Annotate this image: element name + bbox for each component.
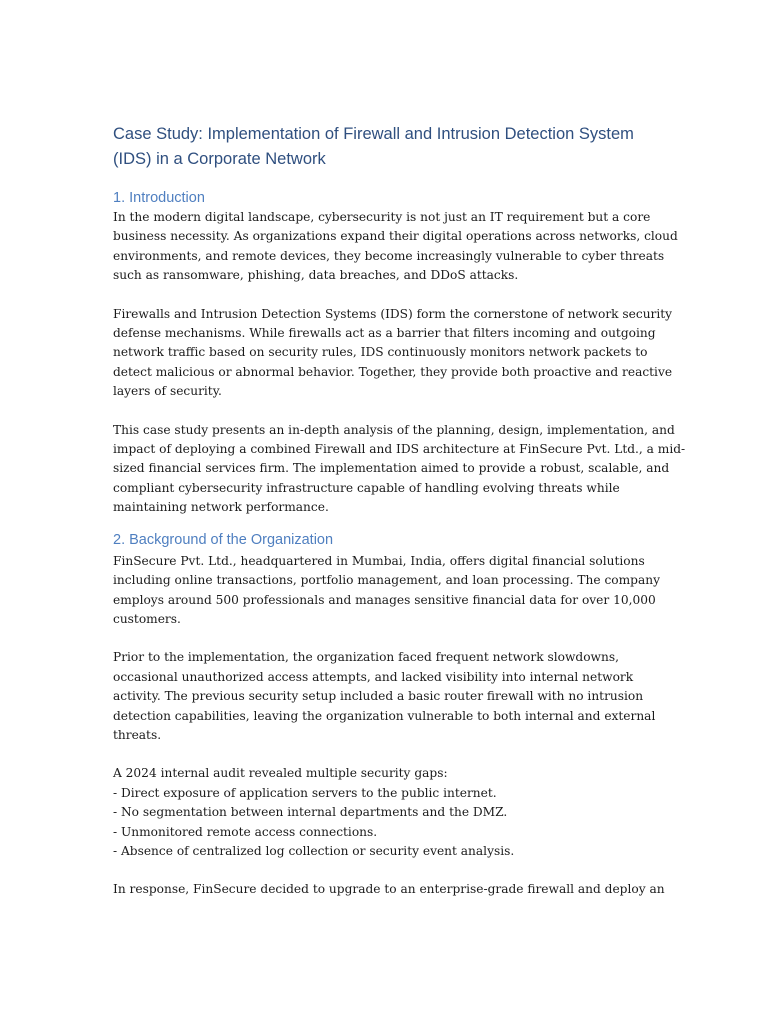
text-line: In response, FinSecure decided to upgrade to an enterprise-grade firewall and deploy an xyxy=(113,882,665,897)
text-line: activity. The previous security setup included a basic router firewall with no intrusion xyxy=(113,689,644,704)
paragraph xyxy=(113,305,673,402)
paragraph xyxy=(113,421,686,518)
audit-findings-list xyxy=(113,764,653,861)
text-line: threats. xyxy=(113,727,162,742)
list-item: - Absence of centralized log collection or security event analysis. xyxy=(113,843,515,858)
document-title xyxy=(113,122,653,172)
text-line: customers. xyxy=(113,611,181,626)
text-line: A 2024 internal audit revealed multiple security gaps: xyxy=(113,766,448,781)
text-line: occasional unauthorized access attempts, and lacked visibility into internal network xyxy=(113,669,634,684)
section-heading-introduction: 1. Introduction xyxy=(113,190,205,206)
text-line: environments, and remote devices, they become increasingly vulnerable to cyber threats xyxy=(113,248,665,263)
section-heading-background: 2. Background of the Organization xyxy=(113,531,334,548)
text-line: maintaining network performance. xyxy=(113,500,329,515)
text-line: business necessity. As organizations expand their digital operations across networks, cloud xyxy=(113,229,678,244)
text-line: Firewalls and Intrusion Detection Systems (IDS) form the cornerstone of network security xyxy=(113,306,673,321)
text-line: Prior to the implementation, the organization faced frequent network slowdowns, xyxy=(113,650,619,665)
list-item: - No segmentation between internal departments and the DMZ. xyxy=(113,805,508,820)
paragraph xyxy=(113,648,656,745)
text-line: including online transactions, portfolio management, and loan processing. The company xyxy=(113,573,660,588)
document-page xyxy=(113,122,686,900)
text-line: This case study presents an in-depth analysis of the planning, design, implementation, and xyxy=(113,422,675,437)
text-line: FinSecure Pvt. Ltd., headquartered in Mumbai, India, offers digital financial solutions xyxy=(113,553,645,568)
list-item: - Direct exposure of application servers to the public internet. xyxy=(113,785,497,800)
text-line: compliant cybersecurity infrastructure capable of handling evolving threats while xyxy=(113,480,620,495)
text-line: employs around 500 professionals and manages sensitive financial data for over 10,000 xyxy=(113,592,656,607)
text-line: detection capabilities, leaving the organization vulnerable to both internal and external xyxy=(113,708,656,723)
text-line: impact of deploying a combined Firewall and IDS architecture at FinSecure Pvt. Ltd., a mid- xyxy=(113,442,686,457)
title-line: Case Study: Implementation of Firewall and Intrusion Detection System xyxy=(113,125,634,143)
text-line: such as ransomware, phishing, data breaches, and DDoS attacks. xyxy=(113,268,519,283)
title-line: (IDS) in a Corporate Network xyxy=(113,150,326,168)
text-line: defense mechanisms. While firewalls act as a barrier that filters incoming and outgoing xyxy=(113,326,656,341)
paragraph xyxy=(113,880,665,899)
list-item: - Unmonitored remote access connections. xyxy=(113,824,378,839)
text-line: sized financial services firm. The implementation aimed to provide a robust, scalable, and xyxy=(113,461,670,476)
text-line: network traffic based on security rules, IDS continuously monitors network packets to xyxy=(113,345,648,360)
text-line: layers of security. xyxy=(113,384,222,399)
text-line: In the modern digital landscape, cybersecurity is not just an IT requirement but a core xyxy=(113,210,651,224)
text-line: detect malicious or abnormal behavior. Together, they provide both proactive and reactive xyxy=(113,364,673,379)
paragraph xyxy=(113,208,678,286)
paragraph xyxy=(113,552,660,630)
